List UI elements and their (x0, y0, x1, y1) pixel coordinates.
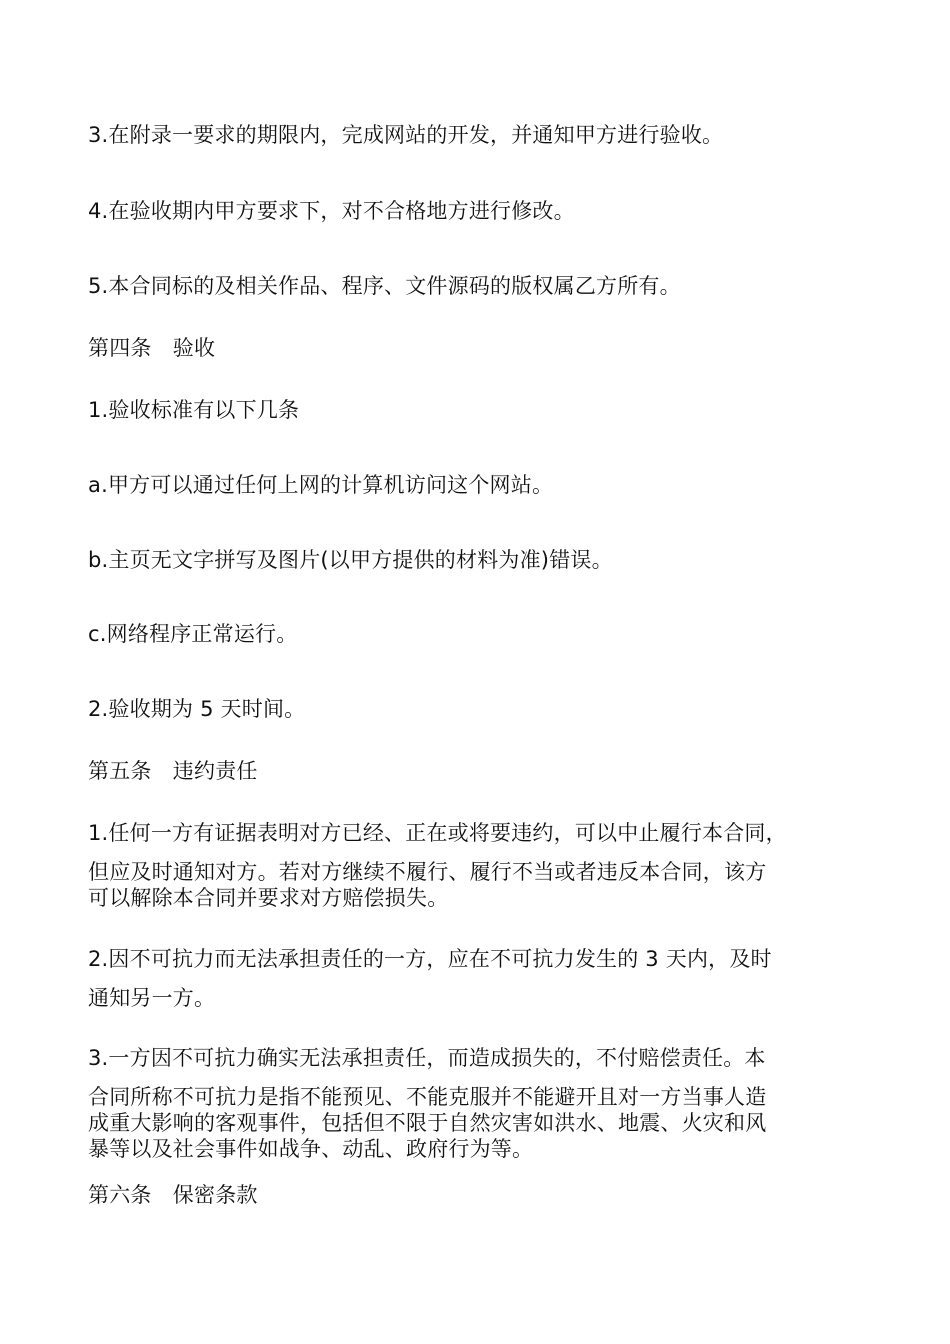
article-4-item-2: 2.验收期为 5 天时间。 (88, 697, 306, 721)
article-4-item-1: 1.验收标准有以下几条 (88, 398, 300, 422)
article-6-heading: 第六条 保密条款 (88, 1183, 258, 1207)
article-4-item-c: c.网络程序正常运行。 (88, 622, 298, 646)
article-5-item-1-line-2: 但应及时通知对方。若对方继续不履行、履行不当或者违反本合同，该方 (88, 860, 767, 884)
article-4-item-b: b.主页无文字拼写及图片(以甲方提供的材料为准)错误。 (88, 548, 613, 572)
clause-3-item-5: 5.本合同标的及相关作品、程序、文件源码的版权属乙方所有。 (88, 274, 681, 298)
article-5-item-3-line-2: 合同所称不可抗力是指不能预见、不能克服并不能避开且对一方当事人造 (88, 1085, 767, 1109)
article-5-item-3-line-4: 暴等以及社会事件如战争、动乱、政府行为等。 (88, 1137, 534, 1161)
article-5-item-3-line-1: 3.一方因不可抗力确实无法承担责任，而造成损失的，不付赔偿责任。本 (88, 1046, 766, 1070)
clause-3-item-4: 4.在验收期内甲方要求下，对不合格地方进行修改。 (88, 199, 575, 223)
article-5-item-2-line-2: 通知另一方。 (88, 986, 216, 1010)
article-5-item-1-line-3: 可以解除本合同并要求对方赔偿损失。 (88, 886, 449, 910)
article-5-item-1-line-1: 1.任何一方有证据表明对方已经、正在或将要违约，可以中止履行本合同， (88, 821, 787, 845)
article-5-heading: 第五条 违约责任 (88, 759, 258, 783)
article-4-heading: 第四条 验收 (88, 336, 216, 360)
article-4-item-a: a.甲方可以通过任何上网的计算机访问这个网站。 (88, 473, 554, 497)
article-5-item-3-line-3: 成重大影响的客观事件，包括但不限于自然灾害如洪水、地震、火灾和风 (88, 1111, 767, 1135)
article-5-item-2-line-1: 2.因不可抗力而无法承担责任的一方，应在不可抗力发生的 3 天内，及时 (88, 947, 772, 971)
clause-3-3-item-3: 3.在附录一要求的期限内，完成网站的开发，并通知甲方进行验收。 (88, 123, 724, 147)
